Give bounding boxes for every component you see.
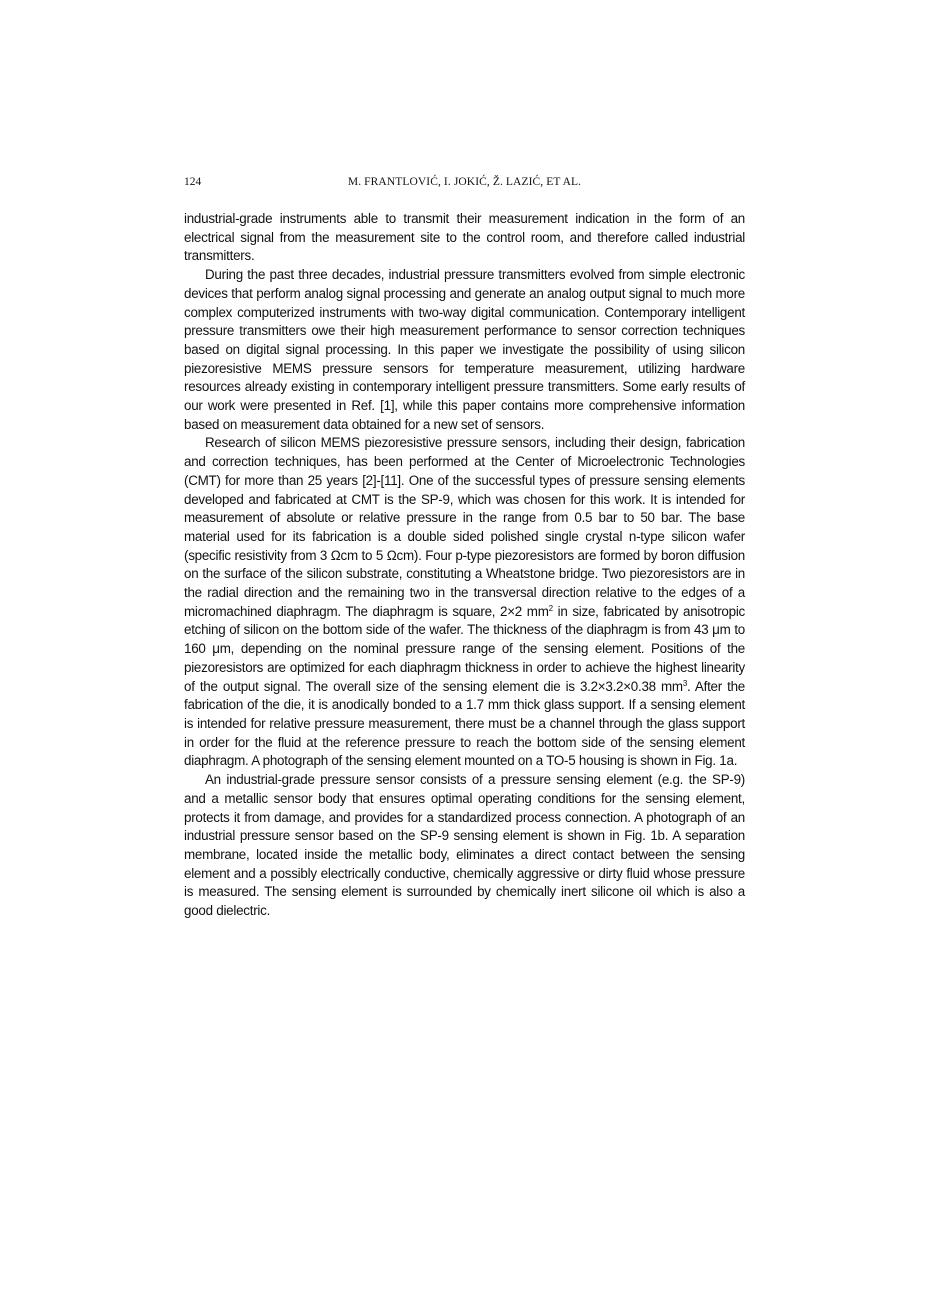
page-header — [184, 176, 745, 194]
superscript-squared: 2 — [548, 603, 553, 613]
paragraph-sensor-research — [184, 434, 745, 771]
page-number: 124 — [184, 176, 202, 188]
paragraph-industrial-sensor: An industrial-grade pressure sensor consists of a pressure sensing element (e.g. the SP-9) and a metallic sensor body that ensures optimal operating conditions for the sensing element, protects it from damage, and provides for a standardized process connection. A photograph of an industrial pressure sensor based on the SP-9 sensing element is shown in Fig. 1b. A separation membrane, located inside the metallic body, eliminates a direct contact between the sensing element and a possibly electrically conductive, chemically aggressive or dirty fluid whose pressure is measured. The sensing element is surrounded by chemically inert silicone oil which is also a good dielectric. — [184, 772, 745, 919]
running-head: M. FRANTLOVIĆ, I. JOKIĆ, Ž. LAZIĆ, ET AL. — [347, 176, 582, 188]
paragraph-continuation: industrial-grade instruments able to transmit their measurement indication in the form of an electrical signal from the measurement site to the control room, and therefore called industrial transmitters. — [184, 211, 745, 264]
paragraph-transmitter-evolution: During the past three decades, industrial pressure transmitters evolved from simple electronic devices that perform analog signal processing and generate an analog output signal to much more complex computerized instruments with two-way digital communication. Contemporary intelligent pressure transmitters owe their high measurement performance to sensor correction techniques based on digital signal processing. In this paper we investigate the possibility of using silicon piezoresistive MEMS pressure sensors for temperature measurement, utilizing hardware resources already existing in contemporary intelligent pressure transmitters. Some early results of our work were presented in Ref. [1], while this paper contains more comprehensive information based on measurement data obtained for a new set of sensors. — [184, 267, 745, 432]
paragraph-sensor-research-text-c: . After the fabrication of the die, it is anodically bonded to a 1.7 mm thick glass support. If a sensing element is intended for relative pressure measurement, there must be a channel through the glass support in order for the fluid at the reference pressure to reach the bottom side of the sensing element diaphragm. A photograph of the sensing element mounted on a TO-5 housing is shown in Fig. 1a. — [184, 678, 745, 769]
body-text — [184, 210, 745, 921]
superscript-cubed: 3 — [682, 678, 688, 688]
paragraph-sensor-research-text-a: Research of silicon MEMS piezoresistive pressure sensors, including their design, fabrication and correction techniques, has been performed at the Center of Microelectronic Technologies (CMT) for more than 25 years [2]-[11]. One of the successful types of pressure sensing elements developed and fabricated at CMT is the SP-9, which was chosen for this work. It is intended for measurement of absolute or relative pressure in the range from 0.5 bar to 50 bar. The base material used for its fabrication is a double sided polished single crystal n-type silicon wafer (specific resistivity from 3 Ωcm to 5 Ωcm). Four p-type piezoresistors are formed by boron diffusion on the surface of the silicon substrate, constituting a Wheatstone bridge. Two piezoresistors are in the radial direction and the remaining two in the transversal direction relative to the edges of a micromachined diaphragm. The diaphragm is square, 2×2 mm — [184, 435, 745, 619]
paragraph-sensor-research-text-b: in size, fabricated by anisotropic etching of silicon on the bottom side of the wafer. The thickness of the diaphragm is from 43 μm to 160 μm, depending on the nominal pressure range of the sensing element. Positions of the piezoresistors are optimized for each diaphragm thickness in order to achieve the highest linearity of the output signal. The overall size of the sensing element die is 3.2×3.2×0.38 mm — [184, 603, 746, 694]
